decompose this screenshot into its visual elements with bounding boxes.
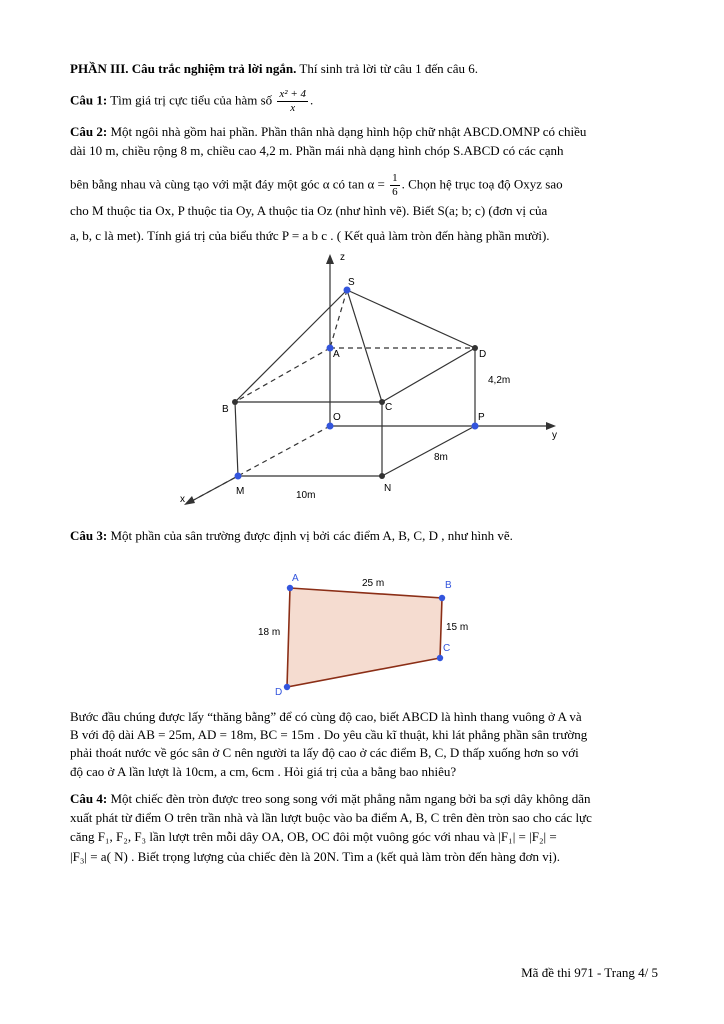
page-footer: Mã đề thi 971 - Trang 4/ 5 [521,965,658,980]
label-A: A [292,573,299,584]
question-3 [70,528,660,544]
schoolyard-figure [250,565,480,700]
label-B: B [445,580,452,591]
x-axis-arrow [184,496,195,505]
q2-l1: Một ngôi nhà gồm hai phần. Phần thân nhà dạng hình hộp chữ nhật ABCD.OMNP có chiều [110,124,587,139]
edge-NP [382,426,475,476]
edge-SD [347,290,475,348]
q1-fraction [277,88,308,115]
q3-para-4: độ cao ở A lần lượt là 10cm, a cm, 6cm . Hỏi giá trị của a bằng bao nhiêu? [70,764,457,779]
q1-label: Câu 1: [70,92,108,108]
y-axis-arrow [546,422,556,430]
q2-l3a: bên bằng nhau và cùng tạo với mặt đáy một góc α có tan α = [70,176,385,192]
label-x: x [180,494,185,505]
label-height: 4,2m [488,375,511,386]
q2-frac-den: 6 [392,186,398,198]
q4-line-4: |F₃| = a( N) . Biết trọng lượng của chiếc đèn là 20N. Tìm a (kết quả làm tròn đến hàng đơn vị). [70,849,560,864]
label-C: C [443,643,451,654]
question-1 [70,88,660,115]
label-D: D [479,349,487,360]
q3-label: Câu 3: [70,528,108,543]
q1-frac-num: x² + 4 [279,88,306,100]
q2-tan-fraction [390,172,400,199]
trapezoid-ABCD [287,588,442,687]
point-B [439,595,445,601]
label-B: B [222,404,229,415]
point-C [437,655,443,661]
label-ad: 18 m [258,627,281,638]
q3-para-1: Bước đầu chúng được lấy “thăng bằng” để có cùng độ cao, biết ABCD là hình thang vuông ở A và [70,709,582,724]
q4-line-1 [70,791,660,807]
edge-SC [347,290,382,402]
q2-line-2: dài 10 m, chiều rộng 8 m, chiều cao 4,2 m. Phần mái nhà dạng hình chóp S.ABCD có các cạnh [70,143,564,158]
label-A: A [333,349,340,360]
q3-text: Một phần của sân trường được định vị bởi các điểm A, B, C, D , như hình vẽ. [110,528,513,543]
z-axis-arrow [326,254,334,264]
q4-line-3: căng F₁, F₂, F₃ lần lượt trên mỗi dây OA, OB, OC đôi một vuông góc với nhau và |F₁| = |F₂| = [70,829,557,844]
section-header [70,61,660,77]
q3-para-3: phải thoát nước về góc sân ở C nên người ta lấy độ cao ở các điểm B, C, D thấp xuống hơn so với [70,745,579,760]
q2-line-1 [70,124,660,140]
q1-frac-den: x [290,102,296,114]
label-ab: 25 m [362,578,385,589]
label-P: P [478,412,485,423]
q2-line-4: cho M thuộc tia Ox, P thuộc tia Oy, A thuộc tia Oz (như hình vẽ). Biết S(a; b; c) (đơn vị của [70,203,548,218]
label-width: 8m [434,452,448,463]
q3-para-2: B với độ dài AB = 25m, AD = 18m, BC = 15m . Do yêu cầu kĩ thuật, khi lát phẳng phần sân trường [70,727,588,742]
label-z: z [340,252,345,263]
q4-l1: Một chiếc đèn tròn được treo song song với mặt phẳng nằm ngang bởi ba sợi dây không dãn [110,791,591,806]
section-title: PHẦN III. Câu trắc nghiệm trả lời ngắn. [70,61,297,76]
edge-AB [235,348,330,402]
q4-label: Câu 4: [70,791,108,806]
q2-line-3 [70,172,660,199]
house-figure [170,250,590,510]
point-M [235,473,242,480]
q4-line-2: xuất phát từ điểm O trên trần nhà và lần lượt buộc vào ba điểm A, B, C trên đèn tròn sao cho các lực [70,810,592,825]
point-D [284,684,290,690]
edge-BM [235,402,238,476]
label-O: O [333,412,341,423]
q1-text: Tìm giá trị cực tiểu của hàm số [110,92,273,108]
label-D: D [275,687,283,698]
point-B [232,399,238,405]
label-y: y [552,430,557,441]
q2-line-5: a, b, c là met). Tính giá trị của biểu thức P = a b c . ( Kết quả làm tròn đến hàng phần mười). [70,228,550,243]
label-M: M [236,486,245,497]
section-instruction: Thí sinh trả lời từ câu 1 đến câu 6. [299,61,478,76]
x-axis [190,476,238,502]
q2-frac-num: 1 [392,172,398,184]
point-A [287,585,293,591]
point-N [379,473,385,479]
point-P [472,423,479,430]
q2-label: Câu 2: [70,124,108,139]
q1-end: . [310,92,314,108]
q2-l3b: . Chọn hệ trục toạ độ Oxyz sao [401,176,563,192]
label-N: N [384,483,392,494]
label-S: S [348,277,355,288]
point-D [472,345,478,351]
point-O [327,423,334,430]
label-length: 10m [296,490,316,501]
edge-CD [382,348,475,402]
label-bc: 15 m [446,622,469,633]
label-C: C [385,402,393,413]
